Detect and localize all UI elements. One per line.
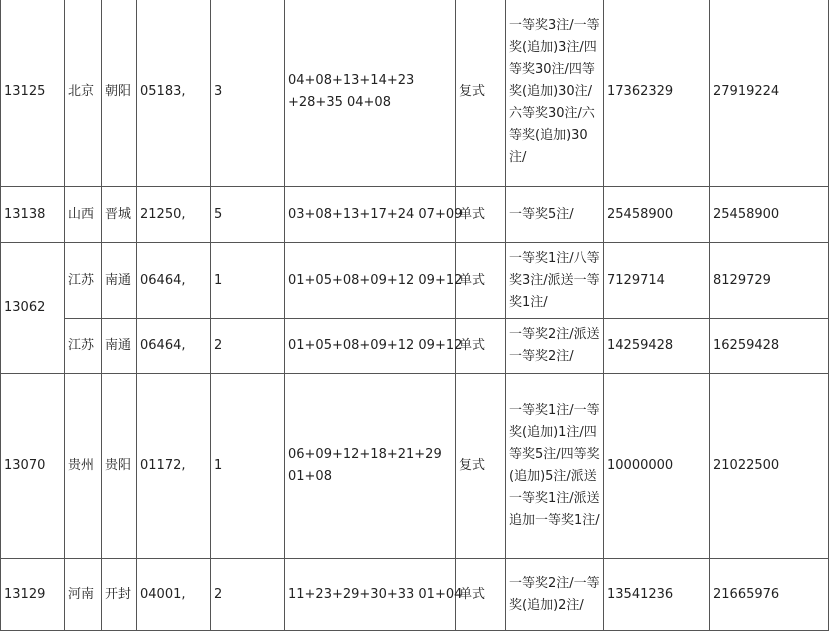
prize-detail-cell: 一等奖2注/派送一等奖2注/ [506,319,604,374]
total-cell: 27919224 [710,0,829,187]
count-cell: 3 [211,0,285,187]
bet-type-cell: 单式 [456,319,506,374]
table-row [1,319,829,374]
table-row [1,374,829,559]
table-row [1,243,829,319]
amount-cell: 17362329 [604,0,710,187]
city-cell: 晋城 [102,187,137,243]
total-cell: 16259428 [710,319,829,374]
prize-detail-cell: 一等奖3注/一等奖(追加)3注/四等奖30注/四等奖(追加)30注/六等奖30注/六等奖(追加)30注/ [506,0,604,187]
prize-detail-cell: 一等奖2注/一等奖(追加)2注/ [506,559,604,631]
prize-detail-cell: 一等奖1注/一等奖(追加)1注/四等奖5注/四等奖(追加)5注/派送一等奖1注/派送追加一等奖1注/ [506,374,604,559]
station-code-cell: 04001, [137,559,211,631]
city-cell: 南通 [102,243,137,319]
numbers-line: 06+09+12+18+21+29 [288,447,442,462]
table-row [1,0,829,187]
station-code-cell: 21250, [137,187,211,243]
numbers-cell: 01+05+08+09+12 09+12 [285,319,456,374]
amount-cell: 7129714 [604,243,710,319]
count-cell: 1 [211,374,285,559]
province-cell: 贵州 [65,374,102,559]
amount-cell: 13541236 [604,559,710,631]
prize-detail-cell: 一等奖5注/ [506,187,604,243]
station-code-cell: 05183, [137,0,211,187]
station-code-cell: 01172, [137,374,211,559]
amount-cell: 14259428 [604,319,710,374]
count-cell: 2 [211,559,285,631]
bet-type-cell: 单式 [456,187,506,243]
issue-cell: 13138 [1,187,65,243]
issue-cell: 13062 [1,243,65,374]
province-cell: 山西 [65,187,102,243]
numbers-cell: 11+23+29+30+33 01+04 [285,559,456,631]
total-cell: 21022500 [710,374,829,559]
issue-cell: 13070 [1,374,65,559]
total-cell: 8129729 [710,243,829,319]
numbers-line: 01+08 [288,469,332,484]
numbers-cell: 03+08+13+17+24 07+09 [285,187,456,243]
numbers-line: +28+35 04+08 [288,94,391,110]
province-cell: 江苏 [65,319,102,374]
city-cell: 南通 [102,319,137,374]
numbers-cell: 01+05+08+09+12 09+12 [285,243,456,319]
count-cell: 5 [211,187,285,243]
bet-type-cell: 复式 [456,0,506,187]
bet-type-cell: 复式 [456,374,506,559]
province-cell: 北京 [65,0,102,187]
issue-cell: 13125 [1,0,65,187]
city-cell: 开封 [102,559,137,631]
numbers-cell [285,374,456,559]
table-row [1,187,829,243]
numbers-cell [285,0,456,187]
station-code-cell: 06464, [137,243,211,319]
total-cell: 21665976 [710,559,829,631]
issue-cell: 13129 [1,559,65,631]
amount-cell: 25458900 [604,187,710,243]
amount-cell: 10000000 [604,374,710,559]
table-row [1,559,829,631]
station-code-cell: 06464, [137,319,211,374]
count-cell: 1 [211,243,285,319]
bet-type-cell: 单式 [456,559,506,631]
count-cell: 2 [211,319,285,374]
city-cell: 朝阳 [102,0,137,187]
bet-type-cell: 单式 [456,243,506,319]
city-cell: 贵阳 [102,374,137,559]
total-cell: 25458900 [710,187,829,243]
province-cell: 河南 [65,559,102,631]
province-cell: 江苏 [65,243,102,319]
prize-detail-cell: 一等奖1注/八等奖3注/派送一等奖1注/ [506,243,604,319]
numbers-line: 04+08+13+14+23 [288,72,415,88]
